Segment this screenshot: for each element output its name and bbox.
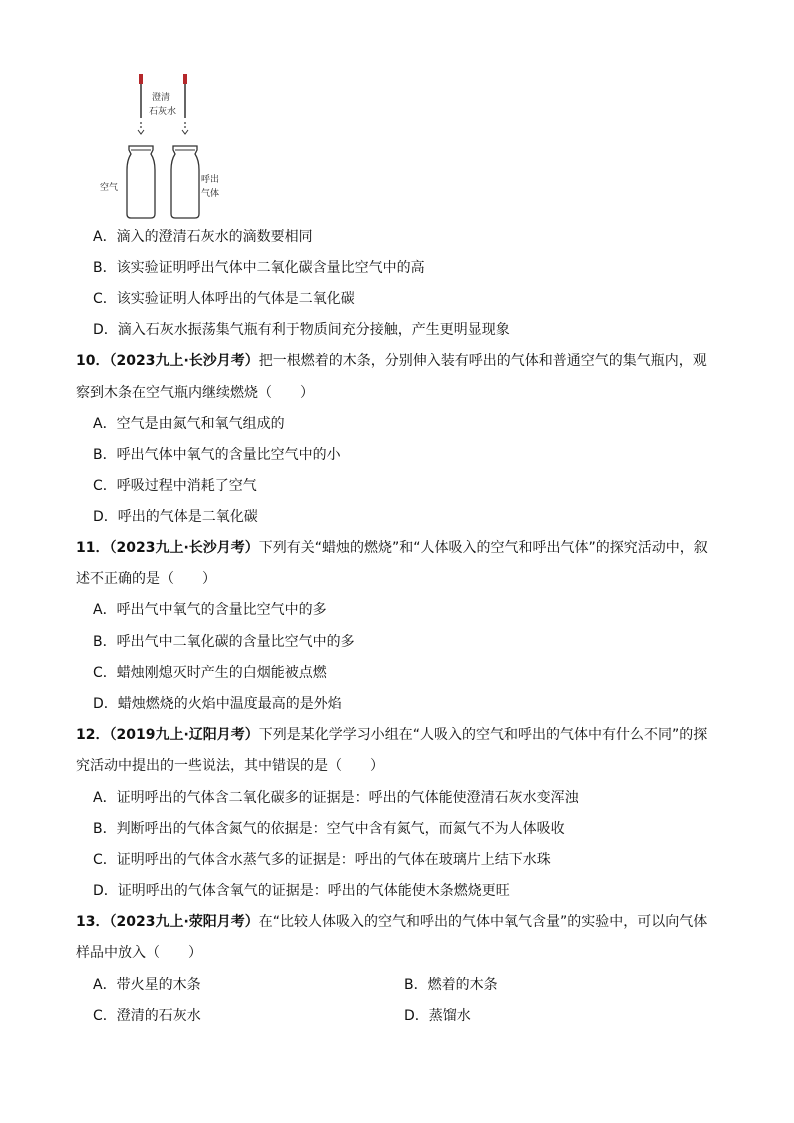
- q10-option-a: A．空气是由氮气和氧气组成的: [93, 416, 285, 432]
- air-label: 空气: [100, 183, 119, 193]
- q12-stem: [76, 725, 707, 745]
- q11-stem: [76, 538, 708, 558]
- q13-option-a: A．带火星的木条: [93, 977, 201, 993]
- q10-option-c: C．呼吸过程中消耗了空气: [93, 478, 257, 494]
- q13-source: （2023九上·荥阳月考）: [109, 914, 259, 930]
- q11-option-b: B．呼出气中二氧化碳的含量比空气中的多: [93, 634, 355, 650]
- q12-text: 下列是某化学学习小组在“人吸入的空气和呼出的气体中有什么不同”的探: [258, 727, 708, 743]
- q11-option-c: C．蜡烛刚熄灭时产生的白烟能被点燃: [93, 665, 327, 681]
- q10-text: 把一根燃着的木条，分别伸入装有呼出的气体和普通空气的集气瓶内，观: [258, 353, 707, 369]
- q9-option-d: D．滴入石灰水振荡集气瓶有利于物质间充分接触，产生更明显现象: [93, 322, 510, 338]
- exhaled-gas-label-2: 气体: [201, 189, 220, 199]
- q12-option-b: B．判断呼出的气体含氮气的依据是：空气中含有氮气，而氮气不为人体吸收: [93, 821, 565, 837]
- q12-option-c: C．证明呼出的气体含水蒸气多的证据是：呼出的气体在玻璃片上结下水珠: [93, 852, 551, 868]
- q11-option-d: D．蜡烛燃烧的火焰中温度最高的是外焰: [93, 696, 342, 712]
- q13-text: 在“比较人体吸入的空气和呼出的气体中氧气含量”的实验中，可以向气体: [258, 914, 708, 930]
- right-gas-bottle: [171, 146, 199, 218]
- q13-stem: [76, 912, 707, 932]
- q9-option-b: B．该实验证明呼出气体中二氧化碳含量比空气中的高: [93, 260, 425, 276]
- lime-water-label-2: 石灰水: [149, 107, 177, 117]
- q10-stem: [76, 351, 707, 371]
- q12-stem-cont: 究活动中提出的一些说法，其中错误的是（ ）: [76, 758, 384, 774]
- q13-option-c: C．澄清的石灰水: [93, 1008, 201, 1024]
- q11-option-a: A．呼出气中氧气的含量比空气中的多: [93, 602, 327, 618]
- left-dropper-bulb: [139, 74, 143, 84]
- q9-option-c: C．该实验证明人体呼出的气体是二氧化碳: [93, 291, 355, 307]
- q11-source: （2023九上·长沙月考）: [109, 540, 259, 556]
- q12-number: 12．: [76, 727, 110, 743]
- q10-number: 10．: [76, 353, 110, 369]
- q13-option-b: B．燃着的木条: [404, 977, 498, 993]
- q9-option-a: A．滴入的澄清石灰水的滴数要相同: [93, 229, 313, 245]
- q13-option-d: D．蒸馏水: [404, 1008, 471, 1024]
- q11-stem-cont: 述不正确的是（ ）: [76, 571, 216, 587]
- q12-source: （2019九上·辽阳月考）: [109, 727, 259, 743]
- left-gas-bottle: [127, 146, 155, 218]
- lime-water-label: 澄清: [152, 93, 171, 103]
- q10-stem-cont: 察到木条在空气瓶内继续燃烧（ ）: [76, 385, 314, 401]
- q13-stem-cont: 样品中放入（ ）: [76, 945, 202, 961]
- q10-option-b: B．呼出气体中氧气的含量比空气中的小: [93, 447, 341, 463]
- right-dropper-bulb: [183, 74, 187, 84]
- gas-bottles-diagram: [95, 68, 235, 228]
- q13-number: 13．: [76, 914, 110, 930]
- q11-text: 下列有关“蜡烛的燃烧”和“人体吸入的空气和呼出气体”的探究活动中，叙: [258, 540, 708, 556]
- q11-number: 11．: [76, 540, 110, 556]
- q12-option-a: A．证明呼出的气体含二氧化碳多的证据是：呼出的气体能使澄清石灰水变浑浊: [93, 790, 579, 806]
- q10-option-d: D．呼出的气体是二氧化碳: [93, 509, 258, 525]
- exhaled-gas-label: 呼出: [201, 175, 220, 185]
- q12-option-d: D．证明呼出的气体含氧气的证据是：呼出的气体能使木条燃烧更旺: [93, 883, 510, 899]
- q10-source: （2023九上·长沙月考）: [109, 353, 259, 369]
